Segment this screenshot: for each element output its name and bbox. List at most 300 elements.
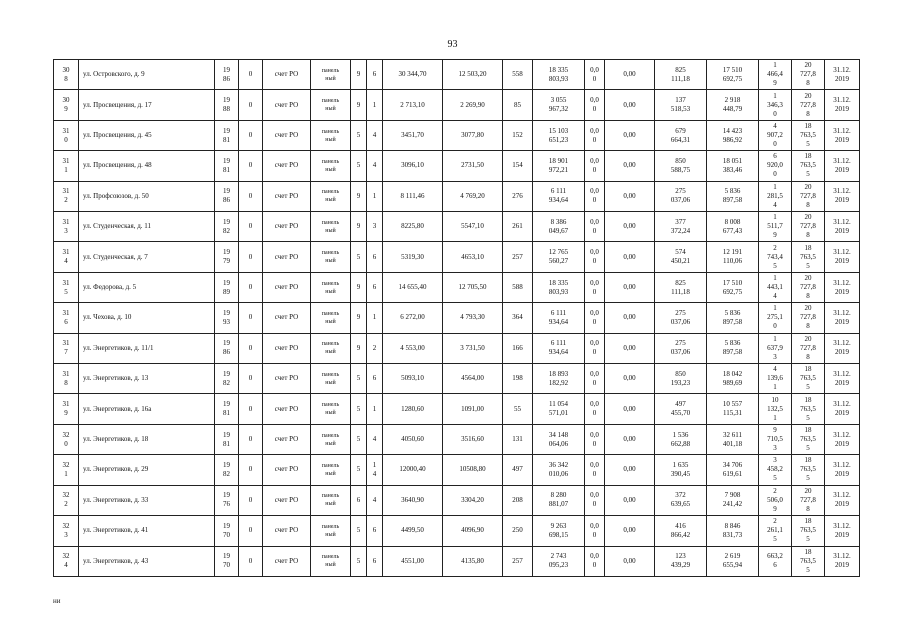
table-row [54,120,860,150]
zero-amount-cell: 0,0 0 [585,90,605,120]
row-number-cell: 30 9 [54,90,79,120]
deadline-cell: 31.12. 2019 [825,516,860,546]
entrances-cell: 6 [367,272,383,302]
year-cell: 19 82 [215,364,239,394]
zero-sum-cell: 0,00 [605,151,655,181]
year-cell: 19 86 [215,60,239,90]
entrances-cell: 1 [367,394,383,424]
fund-cell: счет РО [263,120,311,150]
total-cost-cell: 6 111 934,64 [533,181,585,211]
wall-material-cell: панель ный [311,485,351,515]
table-row [54,516,860,546]
unit-cost-cell: 2 506,0 9 [759,485,792,515]
year-cell: 19 81 [215,120,239,150]
table-row [54,151,860,181]
year-cell: 19 82 [215,212,239,242]
address-cell: ул. Федорова, д. 5 [79,272,215,302]
total-area-cell: 4 553,00 [383,333,443,363]
fund-cell: счет РО [263,60,311,90]
zero-amount-cell: 0,0 0 [585,485,605,515]
zero-sum-cell: 0,00 [605,455,655,485]
fund-cell: счет РО [263,151,311,181]
unit-cost-cell: 6 920,0 0 [759,151,792,181]
row-number-cell: 31 2 [54,181,79,211]
unit-cost-cell: 1 443,1 4 [759,272,792,302]
amount-cell: 574 450,21 [655,242,707,272]
zero-cell: 0 [239,333,263,363]
wall-material-cell: панель ный [311,546,351,577]
residents-cell: 364 [503,303,533,333]
floors-cell: 9 [351,181,367,211]
total-cost-cell: 6 111 934,64 [533,303,585,333]
total-area-cell: 12000,40 [383,455,443,485]
wall-material-cell: панель ный [311,120,351,150]
entrances-cell: 6 [367,242,383,272]
living-area-cell: 2731,50 [443,151,503,181]
address-cell: ул. Энергетиков, д. 43 [79,546,215,577]
living-area-cell: 4564,00 [443,364,503,394]
living-area-cell: 4 793,30 [443,303,503,333]
zero-amount-cell: 0,0 0 [585,455,605,485]
zero-amount-cell: 0,0 0 [585,364,605,394]
unit-cost-cell: 2 743,4 5 [759,242,792,272]
max-unit-cost-cell: 20 727,8 8 [792,90,825,120]
total-area-cell: 4050,60 [383,424,443,454]
floors-cell: 9 [351,272,367,302]
amount-cell: 18 042 989,69 [707,364,759,394]
year-cell: 19 79 [215,242,239,272]
address-cell: ул. Энергетиков, д. 29 [79,455,215,485]
wall-material-cell: панель ный [311,303,351,333]
residents-cell: 558 [503,60,533,90]
total-cost-cell: 3 055 967,32 [533,90,585,120]
entrances-cell: 6 [367,516,383,546]
year-cell: 19 89 [215,272,239,302]
amount-cell: 372 639,65 [655,485,707,515]
max-unit-cost-cell: 20 727,8 8 [792,303,825,333]
table-row [54,394,860,424]
year-cell: 19 93 [215,303,239,333]
fund-cell: счет РО [263,242,311,272]
address-cell: ул. Энергетиков, д. 33 [79,485,215,515]
zero-cell: 0 [239,242,263,272]
year-cell: 19 81 [215,394,239,424]
wall-material-cell: панель ный [311,516,351,546]
zero-sum-cell: 0,00 [605,60,655,90]
fund-cell: счет РО [263,90,311,120]
residents-cell: 152 [503,120,533,150]
total-area-cell: 2 713,10 [383,90,443,120]
living-area-cell: 3304,20 [443,485,503,515]
floors-cell: 5 [351,546,367,577]
zero-amount-cell: 0,0 0 [585,212,605,242]
entrances-cell: 1 [367,303,383,333]
deadline-cell: 31.12. 2019 [825,333,860,363]
address-cell: ул. Энергетиков, д. 16а [79,394,215,424]
zero-amount-cell: 0,0 0 [585,516,605,546]
deadline-cell: 31.12. 2019 [825,303,860,333]
floors-cell: 9 [351,333,367,363]
zero-cell: 0 [239,546,263,577]
amount-cell: 34 706 619,61 [707,455,759,485]
fund-cell: счет РО [263,424,311,454]
zero-cell: 0 [239,60,263,90]
zero-sum-cell: 0,00 [605,485,655,515]
amount-cell: 8 846 831,73 [707,516,759,546]
year-cell: 19 82 [215,455,239,485]
zero-sum-cell: 0,00 [605,394,655,424]
residents-cell: 588 [503,272,533,302]
living-area-cell: 4 769,20 [443,181,503,211]
total-area-cell: 3096,10 [383,151,443,181]
living-area-cell: 10508,80 [443,455,503,485]
living-area-cell: 12 503,20 [443,60,503,90]
row-number-cell: 31 3 [54,212,79,242]
year-cell: 19 86 [215,181,239,211]
living-area-cell: 4096,90 [443,516,503,546]
unit-cost-cell: 1 346,3 0 [759,90,792,120]
amount-cell: 137 518,53 [655,90,707,120]
zero-cell: 0 [239,212,263,242]
total-cost-cell: 15 103 651,23 [533,120,585,150]
entrances-cell: 1 [367,181,383,211]
deadline-cell: 31.12. 2019 [825,364,860,394]
residents-cell: 250 [503,516,533,546]
residents-cell: 257 [503,242,533,272]
max-unit-cost-cell: 18 763,5 5 [792,546,825,577]
total-area-cell: 14 655,40 [383,272,443,302]
zero-sum-cell: 0,00 [605,90,655,120]
living-area-cell: 12 705,50 [443,272,503,302]
floors-cell: 9 [351,90,367,120]
total-area-cell: 5319,30 [383,242,443,272]
zero-sum-cell: 0,00 [605,424,655,454]
deadline-cell: 31.12. 2019 [825,272,860,302]
zero-amount-cell: 0,0 0 [585,546,605,577]
deadline-cell: 31.12. 2019 [825,242,860,272]
living-area-cell: 1091,00 [443,394,503,424]
total-cost-cell: 8 386 049,67 [533,212,585,242]
zero-cell: 0 [239,455,263,485]
amount-cell: 17 510 692,75 [707,60,759,90]
row-number-cell: 32 1 [54,455,79,485]
max-unit-cost-cell: 18 763,5 5 [792,151,825,181]
unit-cost-cell: 9 710,5 3 [759,424,792,454]
entrances-cell: 4 [367,424,383,454]
floors-cell: 5 [351,151,367,181]
living-area-cell: 3 731,50 [443,333,503,363]
amount-cell: 8 008 677,43 [707,212,759,242]
deadline-cell: 31.12. 2019 [825,212,860,242]
total-cost-cell: 12 765 560,27 [533,242,585,272]
housing-repair-table [53,59,860,577]
zero-cell: 0 [239,516,263,546]
table-row [54,212,860,242]
deadline-cell: 31.12. 2019 [825,120,860,150]
table-row [54,272,860,302]
page-number: 93 [447,39,458,50]
row-number-cell: 31 1 [54,151,79,181]
unit-cost-cell: 3 458,2 5 [759,455,792,485]
address-cell: ул. Энергетиков, д. 41 [79,516,215,546]
amount-cell: 123 439,29 [655,546,707,577]
entrances-cell: 2 [367,333,383,363]
residents-cell: 55 [503,394,533,424]
max-unit-cost-cell: 18 763,5 5 [792,394,825,424]
zero-amount-cell: 0,0 0 [585,120,605,150]
row-number-cell: 31 6 [54,303,79,333]
unit-cost-cell: 1 281,5 4 [759,181,792,211]
address-cell: ул. Просвещения, д. 45 [79,120,215,150]
year-cell: 19 86 [215,333,239,363]
amount-cell: 5 836 897,58 [707,303,759,333]
row-number-cell: 32 0 [54,424,79,454]
amount-cell: 18 051 383,46 [707,151,759,181]
total-cost-cell: 9 263 698,15 [533,516,585,546]
max-unit-cost-cell: 20 727,8 8 [792,333,825,363]
row-number-cell: 30 8 [54,60,79,90]
unit-cost-cell: 2 261,1 5 [759,516,792,546]
amount-cell: 12 191 110,06 [707,242,759,272]
zero-amount-cell: 0,0 0 [585,151,605,181]
total-cost-cell: 11 054 571,01 [533,394,585,424]
unit-cost-cell: 10 132,5 1 [759,394,792,424]
year-cell: 19 70 [215,516,239,546]
floors-cell: 5 [351,364,367,394]
floors-cell: 5 [351,242,367,272]
amount-cell: 679 664,31 [655,120,707,150]
table-body [54,60,860,577]
amount-cell: 17 510 692,75 [707,272,759,302]
deadline-cell: 31.12. 2019 [825,424,860,454]
amount-cell: 32 611 401,18 [707,424,759,454]
wall-material-cell: панель ный [311,60,351,90]
address-cell: ул. Просвещения, д. 48 [79,151,215,181]
address-cell: ул. Студенческая, д. 7 [79,242,215,272]
residents-cell: 154 [503,151,533,181]
fund-cell: счет РО [263,272,311,302]
unit-cost-cell: 1 466,4 9 [759,60,792,90]
max-unit-cost-cell: 20 727,8 8 [792,212,825,242]
fund-cell: счет РО [263,212,311,242]
deadline-cell: 31.12. 2019 [825,90,860,120]
floors-cell: 5 [351,120,367,150]
amount-cell: 10 557 115,31 [707,394,759,424]
max-unit-cost-cell: 18 763,5 5 [792,120,825,150]
year-cell: 19 81 [215,151,239,181]
amount-cell: 825 111,18 [655,60,707,90]
address-cell: ул. Профсоюзов, д. 50 [79,181,215,211]
address-cell: ул. Студенческая, д. 11 [79,212,215,242]
unit-cost-cell: 1 275,1 0 [759,303,792,333]
total-area-cell: 3640,90 [383,485,443,515]
amount-cell: 1 635 390,45 [655,455,707,485]
total-area-cell: 8225,80 [383,212,443,242]
zero-sum-cell: 0,00 [605,516,655,546]
wall-material-cell: панель ный [311,364,351,394]
entrances-cell: 6 [367,546,383,577]
fund-cell: счет РО [263,485,311,515]
amount-cell: 825 111,18 [655,272,707,302]
zero-amount-cell: 0,0 0 [585,60,605,90]
zero-amount-cell: 0,0 0 [585,424,605,454]
row-number-cell: 32 2 [54,485,79,515]
row-number-cell: 31 8 [54,364,79,394]
residents-cell: 85 [503,90,533,120]
amount-cell: 1 536 662,88 [655,424,707,454]
fund-cell: счет РО [263,394,311,424]
residents-cell: 198 [503,364,533,394]
footer-mark: ни [53,597,61,605]
residents-cell: 208 [503,485,533,515]
row-number-cell: 31 5 [54,272,79,302]
row-number-cell: 31 7 [54,333,79,363]
total-area-cell: 5093,10 [383,364,443,394]
living-area-cell: 4653,10 [443,242,503,272]
amount-cell: 5 836 897,58 [707,181,759,211]
entrances-cell: 4 [367,151,383,181]
zero-cell: 0 [239,181,263,211]
residents-cell: 497 [503,455,533,485]
amount-cell: 5 836 897,58 [707,333,759,363]
wall-material-cell: панель ный [311,181,351,211]
total-cost-cell: 18 893 182,92 [533,364,585,394]
entrances-cell: 4 [367,120,383,150]
fund-cell: счет РО [263,516,311,546]
address-cell: ул. Энергетиков, д. 13 [79,364,215,394]
amount-cell: 275 037,06 [655,303,707,333]
total-cost-cell: 8 280 881,07 [533,485,585,515]
total-area-cell: 6 272,00 [383,303,443,333]
entrances-cell: 6 [367,60,383,90]
zero-sum-cell: 0,00 [605,303,655,333]
wall-material-cell: панель ный [311,424,351,454]
floors-cell: 5 [351,424,367,454]
deadline-cell: 31.12. 2019 [825,181,860,211]
residents-cell: 257 [503,546,533,577]
unit-cost-cell: 663,2 6 [759,546,792,577]
max-unit-cost-cell: 18 763,5 5 [792,242,825,272]
living-area-cell: 5547,10 [443,212,503,242]
residents-cell: 276 [503,181,533,211]
deadline-cell: 31.12. 2019 [825,546,860,577]
table-row [54,181,860,211]
amount-cell: 377 372,24 [655,212,707,242]
living-area-cell: 3516,60 [443,424,503,454]
row-number-cell: 31 0 [54,120,79,150]
living-area-cell: 2 269,90 [443,90,503,120]
zero-sum-cell: 0,00 [605,546,655,577]
total-cost-cell: 2 743 095,23 [533,546,585,577]
row-number-cell: 32 4 [54,546,79,577]
amount-cell: 850 193,23 [655,364,707,394]
amount-cell: 14 423 986,92 [707,120,759,150]
amount-cell: 416 866,42 [655,516,707,546]
table-row [54,455,860,485]
year-cell: 19 81 [215,424,239,454]
table-row [54,364,860,394]
deadline-cell: 31.12. 2019 [825,485,860,515]
amount-cell: 275 037,06 [655,181,707,211]
total-area-cell: 30 344,70 [383,60,443,90]
max-unit-cost-cell: 20 727,8 8 [792,485,825,515]
zero-amount-cell: 0,0 0 [585,394,605,424]
entrances-cell: 1 [367,90,383,120]
zero-amount-cell: 0,0 0 [585,333,605,363]
unit-cost-cell: 4 139,6 1 [759,364,792,394]
table-row [54,60,860,90]
zero-sum-cell: 0,00 [605,364,655,394]
unit-cost-cell: 1 637,9 3 [759,333,792,363]
zero-sum-cell: 0,00 [605,272,655,302]
max-unit-cost-cell: 20 727,8 8 [792,181,825,211]
zero-cell: 0 [239,151,263,181]
row-number-cell: 32 3 [54,516,79,546]
wall-material-cell: панель ный [311,272,351,302]
amount-cell: 275 037,06 [655,333,707,363]
total-cost-cell: 18 335 803,93 [533,272,585,302]
address-cell: ул. Просвещения, д. 17 [79,90,215,120]
total-area-cell: 8 111,46 [383,181,443,211]
amount-cell: 2 918 448,79 [707,90,759,120]
floors-cell: 5 [351,455,367,485]
zero-amount-cell: 0,0 0 [585,272,605,302]
total-area-cell: 3451,70 [383,120,443,150]
max-unit-cost-cell: 18 763,5 5 [792,516,825,546]
entrances-cell: 6 [367,364,383,394]
zero-sum-cell: 0,00 [605,242,655,272]
address-cell: ул. Энергетиков, д. 18 [79,424,215,454]
total-cost-cell: 18 335 803,93 [533,60,585,90]
floors-cell: 5 [351,394,367,424]
max-unit-cost-cell: 20 727,8 8 [792,60,825,90]
table-row [54,424,860,454]
table-row [54,333,860,363]
max-unit-cost-cell: 18 763,5 5 [792,455,825,485]
residents-cell: 166 [503,333,533,363]
zero-cell: 0 [239,485,263,515]
deadline-cell: 31.12. 2019 [825,60,860,90]
zero-cell: 0 [239,394,263,424]
wall-material-cell: панель ный [311,90,351,120]
floors-cell: 6 [351,485,367,515]
zero-cell: 0 [239,272,263,302]
wall-material-cell: панель ный [311,151,351,181]
fund-cell: счет РО [263,364,311,394]
total-cost-cell: 36 342 010,06 [533,455,585,485]
table-row [54,303,860,333]
zero-sum-cell: 0,00 [605,212,655,242]
table-row [54,546,860,577]
amount-cell: 7 908 241,42 [707,485,759,515]
fund-cell: счет РО [263,546,311,577]
residents-cell: 261 [503,212,533,242]
floors-cell: 9 [351,303,367,333]
year-cell: 19 70 [215,546,239,577]
fund-cell: счет РО [263,181,311,211]
amount-cell: 850 588,75 [655,151,707,181]
zero-sum-cell: 0,00 [605,120,655,150]
floors-cell: 5 [351,516,367,546]
entrances-cell: 1 4 [367,455,383,485]
max-unit-cost-cell: 18 763,5 5 [792,424,825,454]
row-number-cell: 31 4 [54,242,79,272]
entrances-cell: 3 [367,212,383,242]
max-unit-cost-cell: 20 727,8 8 [792,272,825,302]
floors-cell: 9 [351,212,367,242]
zero-cell: 0 [239,303,263,333]
address-cell: ул. Энергетиков, д. 11/1 [79,333,215,363]
